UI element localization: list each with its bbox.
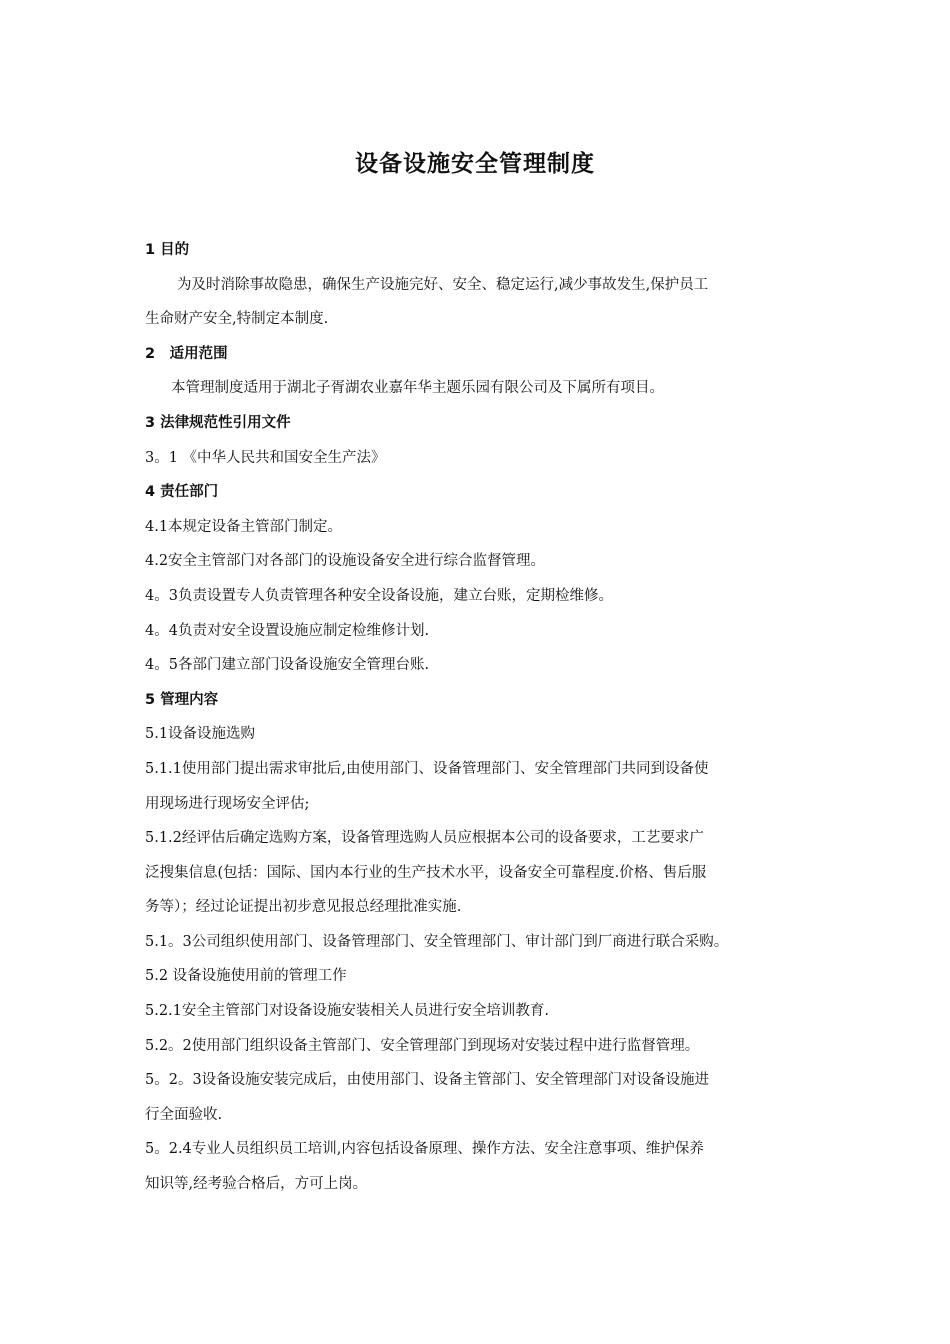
paragraph-line: 知识等,经考验合格后，方可上岗。: [145, 1176, 368, 1193]
section-heading-purpose: 1 目的: [145, 242, 190, 258]
paragraph-line: 5。2。3设备设施安装完成后，由使用部门、设备主管部门、安全管理部门对设备设施进: [145, 1072, 710, 1089]
paragraph-line: 5.2。2使用部门组织设备主管部门、安全管理部门到现场对安装过程中进行监督管理。: [145, 1037, 700, 1054]
paragraph-line: 5.1.2经评估后确定选购方案，设备管理选购人员应根据本公司的设备要求，工艺要求广: [145, 830, 704, 847]
paragraph-line: 5.1设备设施选购: [145, 726, 256, 743]
section-heading-management: 5 管理内容: [145, 691, 219, 708]
document-body: [145, 233, 813, 1202]
paragraph-line: 4。3负责设置专人负责管理各种安全设备设施，建立台账，定期检维修。: [145, 587, 613, 604]
paragraph-line: 务等）；经过论证提出初步意见报总经理批准实施.: [145, 899, 462, 916]
paragraph-line: 用现场进行现场安全评估;: [145, 795, 310, 812]
paragraph-line: 4.1本规定设备主管部门制定。: [145, 518, 343, 535]
paragraph-line: 为及时消除事故隐患，确保生产设施完好、安全、稳定运行,减少事故发生,保护员工: [177, 276, 709, 293]
paragraph-line: 3。1 《中华人民共和国安全生产法》: [145, 449, 386, 466]
section-heading-references: 3 法律规范性引用文件: [145, 414, 291, 431]
section-heading-scope: 2 适用范围: [145, 345, 228, 362]
paragraph-line: 5。2.4专业人员组织员工培训,内容包括设备原理、操作方法、安全注意事项、维护保养: [145, 1141, 704, 1158]
paragraph-line: 5.2.1安全主管部门对设备设施安装相关人员进行安全培训教育.: [145, 1003, 550, 1020]
paragraph-line: 5.2 设备设施使用前的管理工作: [145, 968, 347, 985]
paragraph-line: 5.1.1使用部门提出需求审批后,由使用部门、设备管理部门、安全管理部门共同到设备使: [145, 760, 709, 777]
paragraph-line: 4。4负责对安全设置设施应制定检维修计划.: [145, 622, 430, 639]
document-title: 设备设施安全管理制度: [355, 151, 595, 177]
paragraph-line: 5.1。3公司组织使用部门、设备管理部门、安全管理部门、审计部门到厂商进行联合采购。: [145, 933, 729, 950]
paragraph-line: 4。5各部门建立部门设备设施安全管理台账.: [145, 657, 430, 674]
paragraph-line: 4.2安全主管部门对各部门的设施设备安全进行综合监督管理。: [145, 553, 546, 570]
paragraph-line: 行全面验收.: [145, 1106, 223, 1123]
paragraph-line: 生命财产安全,特制定本制度.: [145, 311, 329, 328]
section-heading-responsibility: 4 责任部门: [145, 484, 219, 501]
paragraph-line: 本管理制度适用于湖北子胥湖农业嘉年华主题乐园有限公司及下属所有项目。: [171, 380, 664, 397]
paragraph-line: 泛搜集信息(包括：国际、国内本行业的生产技术水平，设备安全可靠程度.价格、售后服: [145, 864, 707, 881]
